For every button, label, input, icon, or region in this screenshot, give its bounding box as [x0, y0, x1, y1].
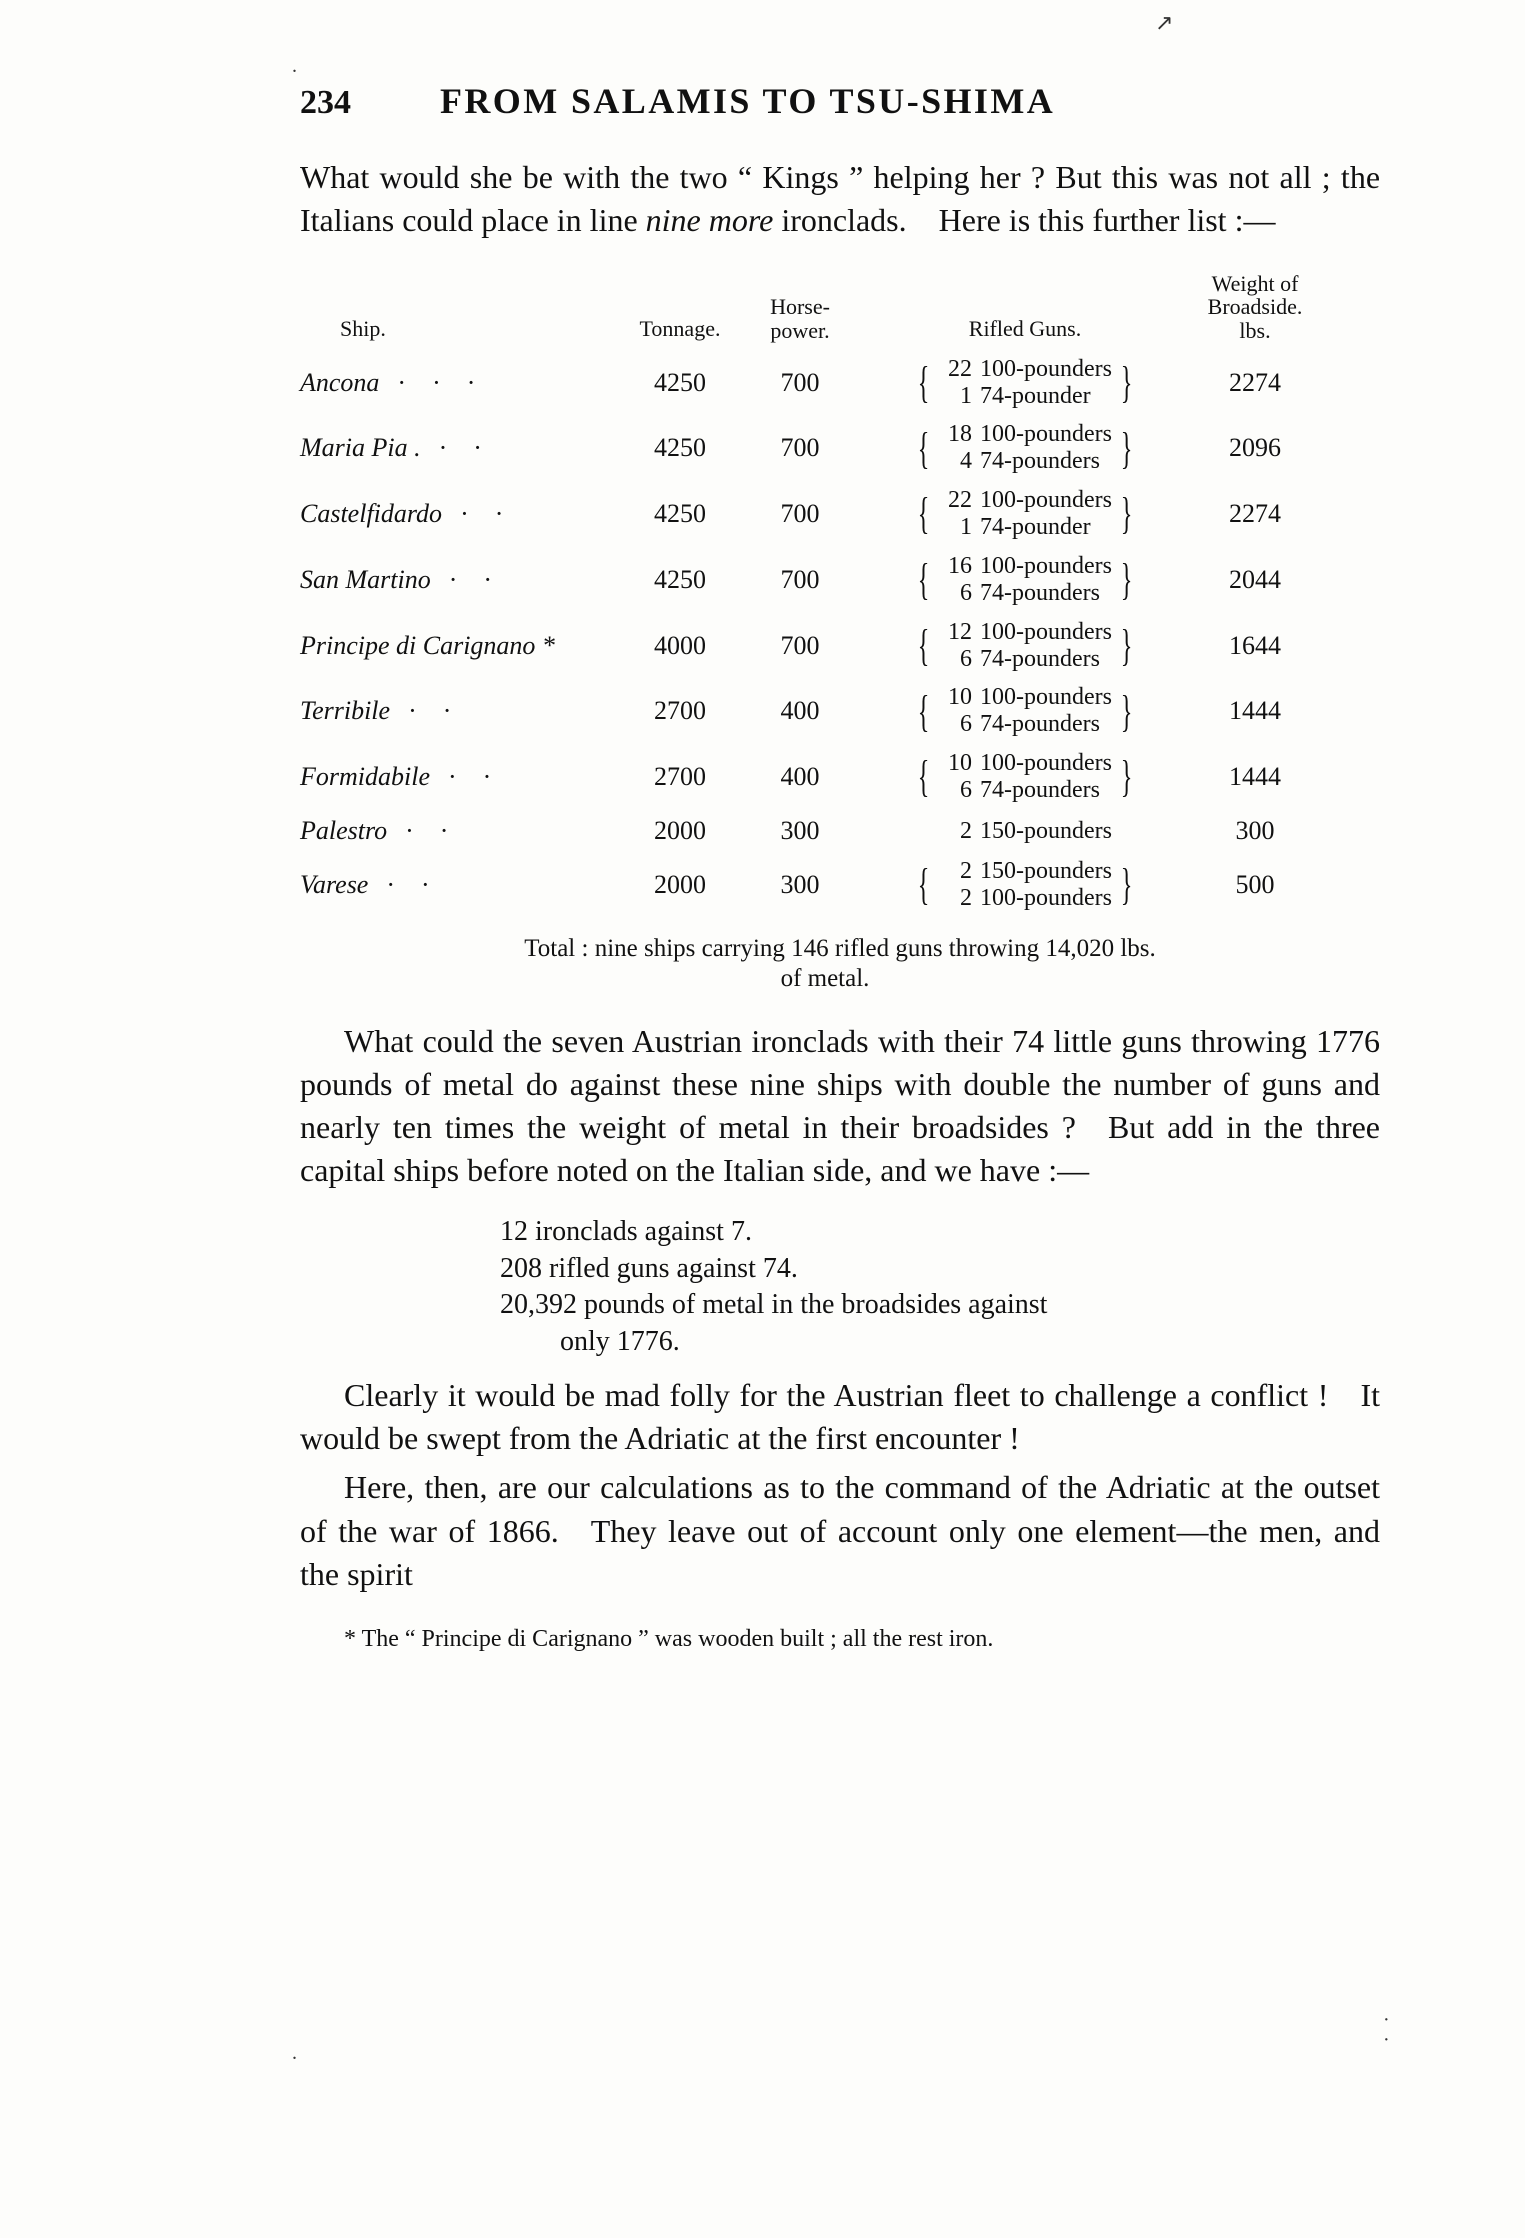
- brace-right-icon: }: [1120, 423, 1133, 473]
- summary-list: [300, 1214, 1380, 1360]
- table-row: [300, 744, 1320, 810]
- gun-quantity: 4: [960, 448, 972, 475]
- gun-type: 100-pounders: [980, 487, 1112, 514]
- table-row: [300, 678, 1320, 744]
- cell-rifled-guns: [860, 744, 1190, 810]
- cell-ship-name: Castelfidardo ··: [300, 499, 530, 529]
- leader-dots: ··: [448, 564, 519, 594]
- cell-rifled-guns: [860, 810, 1190, 852]
- gun-type: 100-pounders: [980, 355, 1112, 382]
- brace-left-icon: {: [917, 860, 930, 910]
- paragraph-mad-folly: Clearly it would be mad folly for the Austrian fleet to challenge a conflict ! It would be swept from the Adriatic at the first encounter !: [300, 1376, 1380, 1457]
- gun-quantity: 12: [948, 618, 972, 645]
- summary-line-3: 20,392 pounds of metal in the broadsides against: [500, 1289, 1048, 1321]
- table-row: [300, 481, 1320, 547]
- cell-horsepower: 700: [780, 433, 820, 463]
- gun-quantity: 10: [948, 684, 972, 711]
- gun-quantity: 6: [960, 645, 972, 672]
- cell-rifled-guns: [860, 852, 1190, 918]
- col-header-weight-line1: Weight of: [1211, 271, 1299, 297]
- cell-broadside-weight: 500: [1235, 869, 1275, 899]
- col-header-tonnage: Tonnage.: [639, 315, 721, 341]
- cell-tonnage: 2000: [654, 869, 706, 899]
- summary-line-2: 208 rifled guns against 74.: [500, 1252, 798, 1284]
- intro-italic-nine: nine: [645, 202, 701, 239]
- leader-dots: ··: [438, 433, 508, 463]
- cell-ship-name: Terribile ··: [300, 696, 478, 726]
- guns-group: [913, 553, 1137, 607]
- page-header: [300, 80, 1380, 122]
- intro-line-2: But this was not all ; the Italians could place in line: [300, 159, 1381, 239]
- guns-lines: [934, 684, 1116, 738]
- gun-type: 150-pounders: [980, 817, 1112, 844]
- guns-group: [913, 858, 1137, 912]
- cell-ship-name: Principe di Carignano *: [300, 630, 555, 660]
- gun-type: 74-pounders: [980, 579, 1100, 606]
- cell-horsepower: 700: [780, 630, 820, 660]
- cell-horsepower: 300: [780, 869, 820, 899]
- cell-horsepower: 700: [780, 564, 820, 594]
- cell-broadside-weight: 2044: [1229, 564, 1281, 594]
- guns-group: [913, 356, 1137, 410]
- cell-rifled-guns: [860, 678, 1190, 744]
- leader-dots: ··: [405, 815, 475, 845]
- footnote: * The “ Principe di Carignano ” was wooden built ; all the rest iron.: [344, 1625, 994, 1652]
- gun-type: 74-pounders: [980, 777, 1100, 804]
- brace-left-icon: {: [917, 489, 930, 539]
- table-header-row: [300, 272, 1320, 349]
- intro-line-3: ironclads. Here is this further list :—: [773, 202, 1276, 239]
- guns-group: [913, 619, 1137, 673]
- page-mark-bottom-left: .: [292, 2042, 297, 2064]
- cell-horsepower: 400: [780, 696, 820, 726]
- cell-ship-name: Palestro ··: [300, 815, 475, 845]
- cell-ship-name: Maria Pia . ··: [300, 433, 508, 463]
- table-row: [300, 810, 1320, 852]
- cell-horsepower: 700: [780, 499, 820, 529]
- cell-rifled-guns: [860, 613, 1190, 679]
- gun-quantity: 6: [960, 579, 972, 606]
- brace-right-icon: }: [1120, 752, 1133, 802]
- cell-ship-name: Formidabile ··: [300, 762, 518, 792]
- cell-ship-name: San Martino ··: [300, 564, 519, 594]
- leader-dots: ···: [397, 367, 502, 397]
- gun-type: 74-pounders: [980, 645, 1100, 672]
- guns-lines: [934, 553, 1116, 607]
- brace-right-icon: }: [1120, 686, 1133, 736]
- gun-quantity: 18: [948, 421, 972, 448]
- paragraph-austrian-comparison: What could the seven Austrian ironclads with their 74 little guns throwing 1776 pounds of metal do against these nine ships with double the number of guns and nearly ten times the weight of metal in their broadsides ? But add in the three capital ships before noted on the Italian side, and we have :—: [300, 1022, 1380, 1189]
- ironclad-table: [300, 272, 1320, 917]
- gun-quantity: 2: [960, 817, 972, 844]
- page-number: 234: [300, 84, 351, 121]
- cell-horsepower: 700: [780, 367, 820, 397]
- cell-tonnage: 4250: [654, 564, 706, 594]
- intro-italic-more: more: [708, 202, 774, 239]
- gun-quantity: 16: [948, 552, 972, 579]
- brace-left-icon: {: [917, 686, 930, 736]
- table-row: [300, 613, 1320, 679]
- col-header-horsepower-line2: power.: [770, 317, 830, 343]
- intro-paragraph: [300, 156, 1380, 242]
- brace-right-icon: }: [1120, 357, 1133, 407]
- page-content: [300, 80, 1380, 1653]
- gun-quantity: 1: [960, 514, 972, 541]
- cell-rifled-guns: [860, 481, 1190, 547]
- cell-broadside-weight: 1444: [1229, 696, 1281, 726]
- cell-broadside-weight: 300: [1235, 815, 1275, 845]
- gun-quantity: 1: [960, 382, 972, 409]
- table-row: [300, 350, 1320, 416]
- cell-broadside-weight: 2274: [1229, 367, 1281, 397]
- gun-type: 150-pounders: [980, 857, 1112, 884]
- col-header-weight: [1190, 272, 1320, 349]
- cell-ship-name: Ancona ···: [300, 367, 502, 397]
- cell-horsepower: 300: [780, 815, 820, 845]
- summary-line-1: 12 ironclads against 7.: [500, 1216, 752, 1248]
- table-row: [300, 852, 1320, 918]
- col-header-weight-line2: Broadside.: [1207, 294, 1303, 320]
- gun-type: 74-pounder: [980, 514, 1091, 541]
- guns-lines: [934, 487, 1116, 541]
- leader-dots: ··: [386, 869, 456, 899]
- gun-type: 100-pounders: [980, 684, 1112, 711]
- guns-lines: [938, 818, 1112, 844]
- table-row: [300, 547, 1320, 613]
- cell-broadside-weight: 1644: [1229, 630, 1281, 660]
- cell-rifled-guns: [860, 415, 1190, 481]
- gun-type: 100-pounders: [980, 552, 1112, 579]
- page-mark-top-left: .: [292, 55, 297, 77]
- col-header-ship: Ship.: [340, 315, 386, 341]
- col-header-weight-line3: lbs.: [1239, 317, 1271, 343]
- gun-quantity: 10: [948, 750, 972, 777]
- guns-lines: [934, 619, 1116, 673]
- total-line-2: of metal.: [780, 964, 870, 992]
- cell-rifled-guns: [860, 350, 1190, 416]
- cell-tonnage: 4250: [654, 433, 706, 463]
- table-body: [300, 350, 1320, 918]
- cell-tonnage: 4000: [654, 630, 706, 660]
- paragraph-calculations: Here, then, are our calculations as to the command of the Adriatic at the outset of the war of 1866. They leave out of account only one element—the men, and the spirit: [300, 1469, 1380, 1592]
- guns-lines: [934, 356, 1116, 410]
- gun-type: 74-pounders: [980, 711, 1100, 738]
- col-header-horsepower-line1: Horse-: [770, 294, 830, 320]
- brace-right-icon: }: [1120, 489, 1133, 539]
- leader-dots: ··: [448, 762, 518, 792]
- page-mark-top-right: ↗: [1155, 10, 1174, 35]
- brace-right-icon: }: [1120, 620, 1133, 670]
- cell-tonnage: 4250: [654, 499, 706, 529]
- gun-quantity: 6: [960, 777, 972, 804]
- cell-broadside-weight: 1444: [1229, 762, 1281, 792]
- leader-dots: ··: [408, 696, 478, 726]
- cell-broadside-weight: 2096: [1229, 433, 1281, 463]
- gun-quantity: 6: [960, 711, 972, 738]
- cell-ship-name: Varese ··: [300, 869, 456, 899]
- gun-quantity: 22: [948, 355, 972, 382]
- guns-lines: [934, 750, 1116, 804]
- guns-group: [913, 487, 1137, 541]
- gun-type: 100-pounders: [980, 750, 1112, 777]
- gun-quantity: 2: [960, 857, 972, 884]
- gun-quantity: 2: [960, 884, 972, 911]
- gun-type: 100-pounders: [980, 421, 1112, 448]
- gun-type: 74-pounders: [980, 448, 1100, 475]
- cell-horsepower: 400: [780, 762, 820, 792]
- table-row: [300, 415, 1320, 481]
- guns-lines: [934, 421, 1116, 475]
- col-header-horsepower: [740, 272, 860, 349]
- brace-left-icon: {: [917, 555, 930, 605]
- cell-tonnage: 2700: [654, 762, 706, 792]
- guns-group: [913, 684, 1137, 738]
- guns-group: [913, 421, 1137, 475]
- page-mark-bottom-right: · ·: [1383, 2009, 1390, 2051]
- guns-lines: [934, 858, 1116, 912]
- gun-type: 74-pounder: [980, 382, 1091, 409]
- brace-right-icon: }: [1120, 860, 1133, 910]
- brace-left-icon: {: [917, 752, 930, 802]
- gun-type: 100-pounders: [980, 618, 1112, 645]
- cell-broadside-weight: 2274: [1229, 499, 1281, 529]
- intro-line-1: What would she be with the two “ Kings ” helping her ?: [300, 159, 1046, 195]
- brace-left-icon: {: [917, 423, 930, 473]
- cell-rifled-guns: [860, 547, 1190, 613]
- guns-group: [913, 750, 1137, 804]
- brace-left-icon: {: [917, 620, 930, 670]
- cell-tonnage: 2000: [654, 815, 706, 845]
- summary-line-3-continued: only 1776.: [560, 1325, 680, 1357]
- running-title: FROM SALAMIS TO TSU-SHIMA: [440, 81, 1056, 121]
- brace-right-icon: }: [1120, 555, 1133, 605]
- leader-dots: ··: [460, 499, 530, 529]
- brace-left-icon: {: [917, 357, 930, 407]
- gun-type: 100-pounders: [980, 884, 1112, 911]
- gun-quantity: 22: [948, 487, 972, 514]
- table-total: [300, 934, 1380, 994]
- cell-tonnage: 4250: [654, 367, 706, 397]
- cell-tonnage: 2700: [654, 696, 706, 726]
- col-header-rifled-guns: Rifled Guns.: [968, 315, 1082, 341]
- total-line-1: Total : nine ships carrying 146 rifled guns throwing 14,020 lbs.: [524, 934, 1156, 962]
